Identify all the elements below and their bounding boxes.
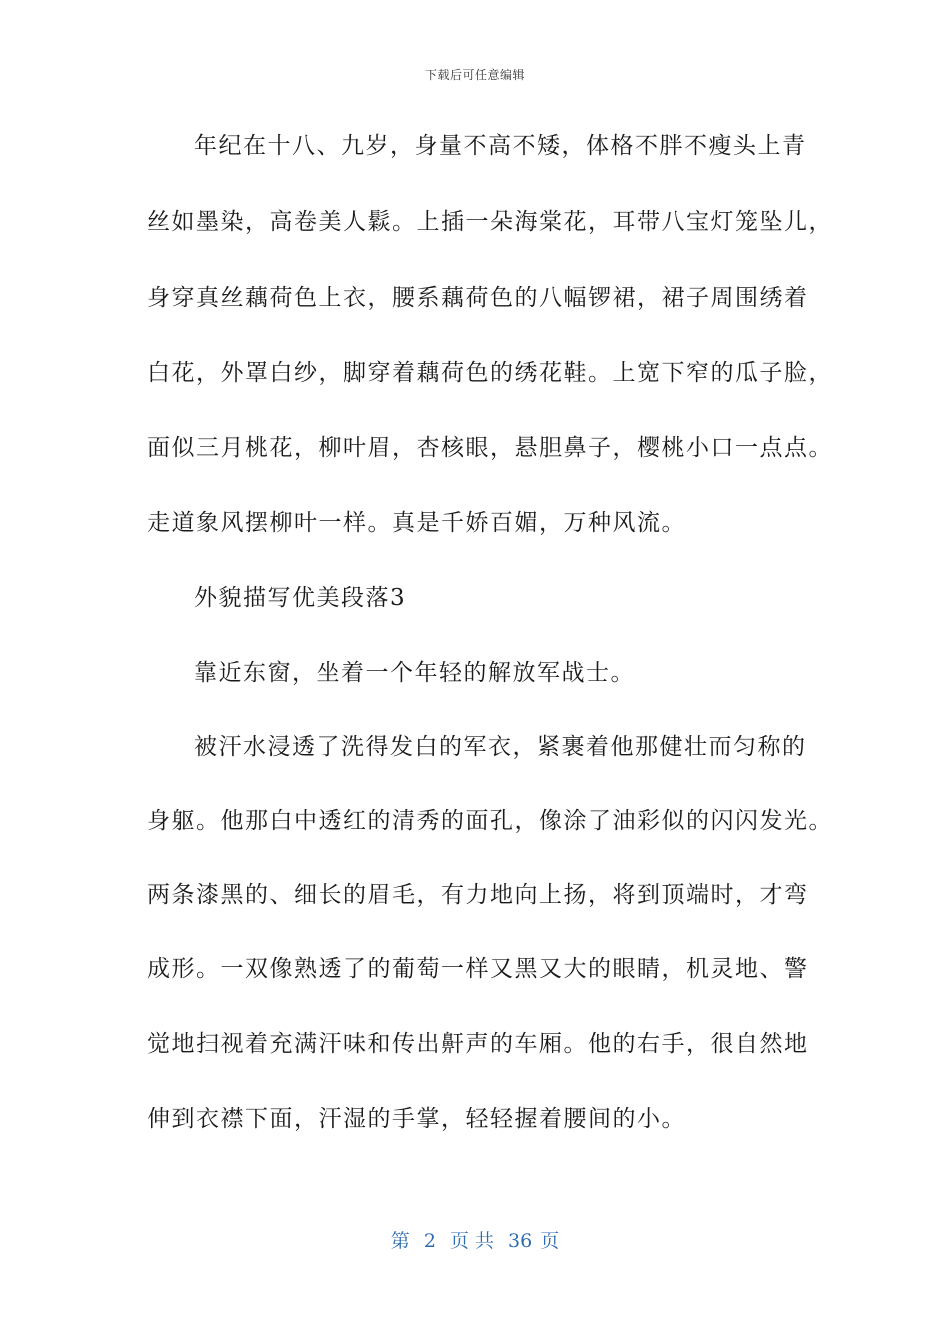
paragraph-line: 伸到衣襟下面，汗湿的手掌，轻轻握着腰间的小。 (147, 1106, 686, 1132)
paragraph-line: 被汗水浸透了洗得发白的军衣，紧裹着他那健壮而匀称的 (194, 734, 807, 760)
paragraph-line: 白花，外罩白纱，脚穿着藕荷色的绣花鞋。上宽下窄的瓜子脸， (147, 360, 833, 386)
paragraph-line: 身穿真丝藕荷色上衣，腰系藕荷色的八幅锣裙，裙子周围绣着 (147, 285, 809, 311)
paragraph-line: 面似三月桃花，柳叶眉，杏核眼，悬胆鼻子，樱桃小口一点点。 (147, 435, 833, 461)
footer-prefix: 第 (390, 1230, 410, 1252)
page-number-footer (0, 1226, 950, 1253)
paragraph-line: 走道象风摆柳叶一样。真是千娇百媚，万种风流。 (147, 510, 686, 536)
paragraph-line: 两条漆黑的、细长的眉毛，有力地向上扬，将到顶端时，才弯 (147, 882, 809, 908)
paragraph-line: 成形。一双像熟透了的葡萄一样又黑又大的眼睛，机灵地、警 (147, 956, 809, 982)
paragraph-line: 觉地扫视着充满汗味和传出鼾声的车厢。他的右手，很自然地 (147, 1031, 809, 1057)
paragraph-line: 丝如墨染，高卷美人鬏。上插一朵海棠花，耳带八宝灯笼坠儿， (147, 209, 833, 235)
page-header-note: 下载后可任意编辑 (424, 68, 525, 82)
paragraph-line: 靠近东窗，坐着一个年轻的解放军战士。 (194, 660, 635, 686)
footer-suffix: 页 (540, 1230, 560, 1252)
footer-current-page: 2 (423, 1230, 436, 1252)
paragraph-line: 身躯。他那白中透红的清秀的面孔，像涂了油彩似的闪闪发光。 (147, 808, 833, 834)
paragraph-line: 年纪在十八、九岁，身量不高不矮，体格不胖不瘦头上青 (194, 133, 807, 159)
section-heading: 外貌描写优美段落3 (194, 585, 407, 611)
footer-middle: 页 共 (449, 1230, 494, 1252)
footer-total-pages: 36 (508, 1230, 533, 1252)
